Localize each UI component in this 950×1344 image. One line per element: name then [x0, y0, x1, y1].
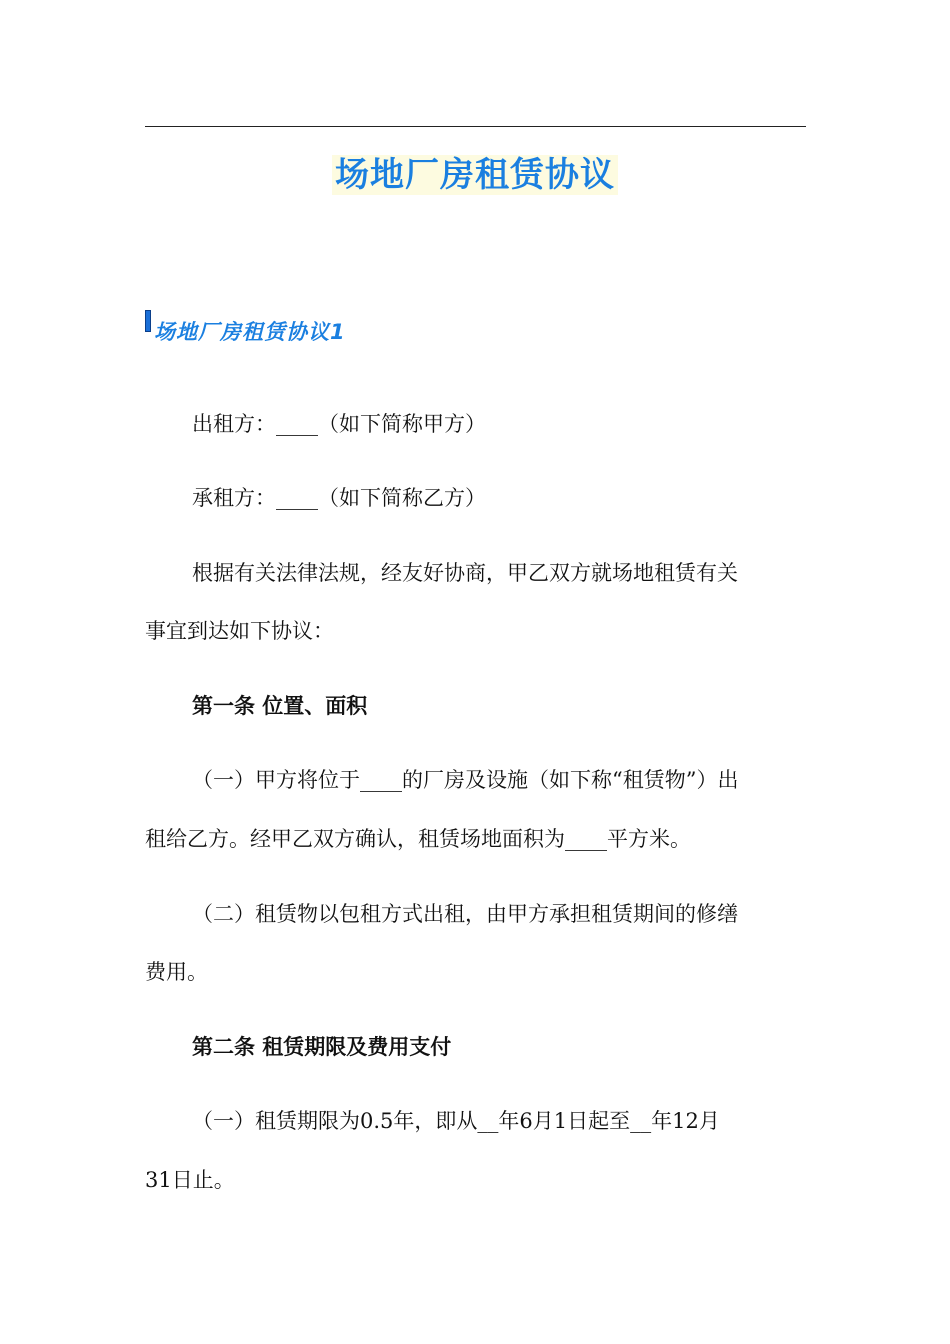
article-2-title: 第二条 租赁期限及费用支付	[192, 1035, 452, 1059]
document-title	[0, 150, 950, 200]
article-1-item-1-line-2: 租给乙方。经甲乙双方确认，租赁场地面积为____平方米。	[145, 827, 691, 851]
article-1-item-1-line-1: （一）甲方将位于____的厂房及设施（如下称“租赁物”）出	[192, 768, 739, 792]
article-1-title: 第一条 位置、面积	[192, 694, 368, 718]
section-heading: 场地厂房租赁协议1	[154, 320, 346, 344]
section-marker-icon	[145, 310, 151, 332]
header-rule	[145, 126, 806, 127]
article-1-item-2-line-1: （二）租赁物以包租方式出租，由甲方承担租赁期间的修缮	[192, 902, 738, 926]
lessee-line: 承租方：____（如下简称乙方）	[192, 486, 486, 510]
article-2-item-1-line-2: 31日止。	[145, 1168, 235, 1192]
lessor-line: 出租方：____（如下简称甲方）	[192, 412, 486, 436]
preamble-line-1: 根据有关法律法规，经友好协商，甲乙双方就场地租赁有关	[192, 561, 738, 585]
preamble-line-2: 事宜到达如下协议：	[145, 619, 334, 643]
article-2-item-1-line-1: （一）租赁期限为0.5年，即从__年6月1日起至__年12月	[192, 1109, 720, 1133]
document-title-text: 场地厂房租赁协议	[332, 155, 618, 195]
article-1-item-2-line-2: 费用。	[145, 960, 208, 984]
